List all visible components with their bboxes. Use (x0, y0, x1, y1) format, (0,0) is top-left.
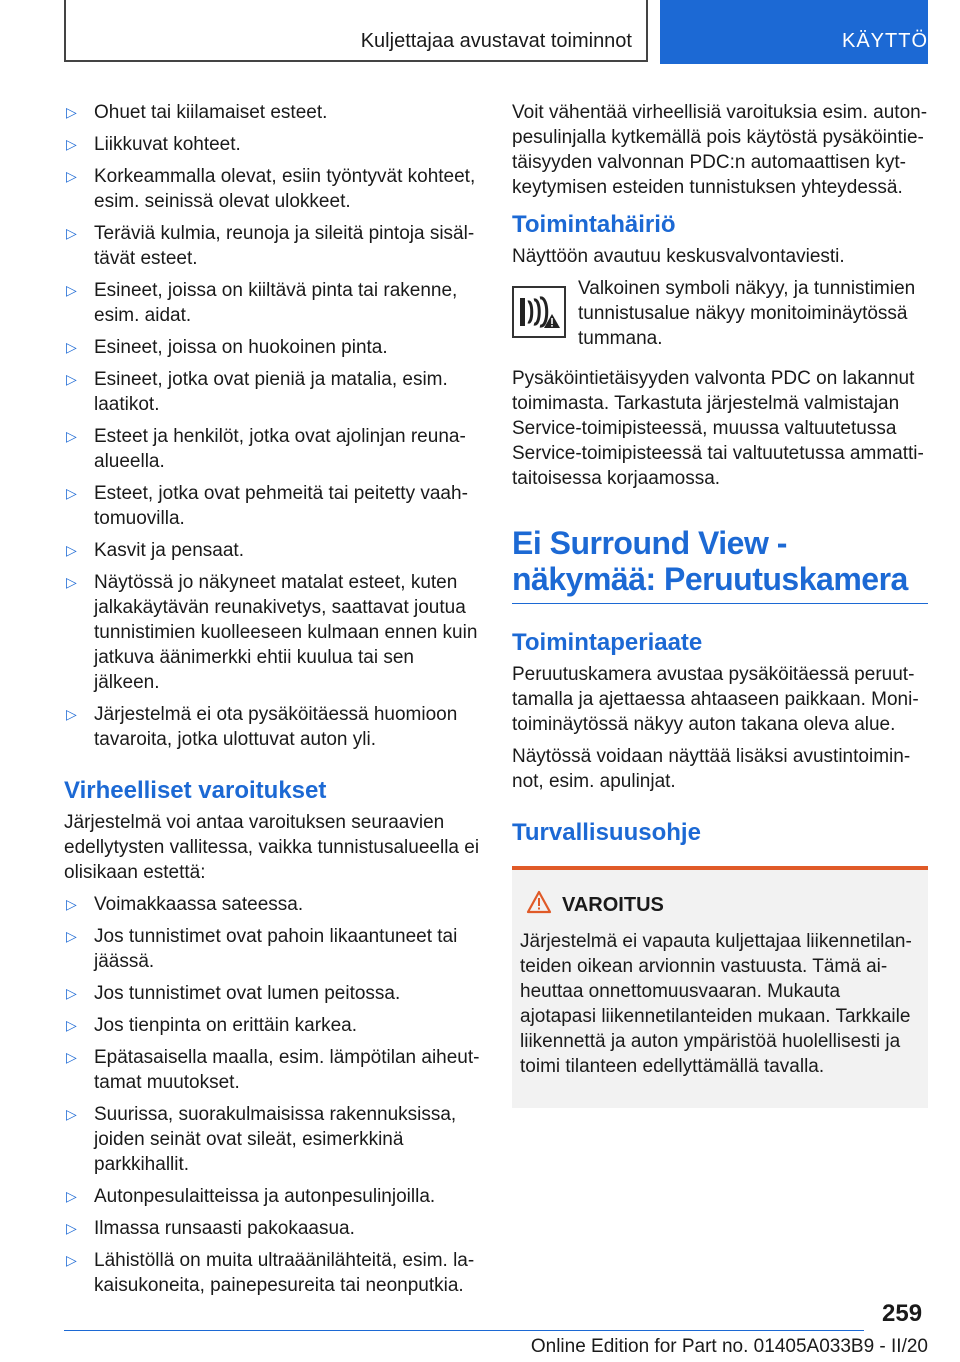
heading-false-warnings: Virheelliset varoitukset (64, 777, 327, 804)
warning-title: VAROITUS (562, 894, 664, 916)
list-item-text: Esteet ja henkilöt, jotka ovat ajolinjan reunaalueella. (94, 426, 466, 472)
list-item-text: Esineet, joissa on huokoinen pinta. (94, 337, 388, 358)
bullet-triangle-icon: ▷ (66, 1188, 77, 1204)
list-item (64, 335, 484, 360)
malfunction-text: Näyttöön avautuu keskusvalvontaviesti. (512, 246, 845, 267)
heading-safety: Turvallisuusohje (512, 819, 701, 846)
bullet-triangle-icon: ▷ (66, 574, 77, 590)
list-item (64, 924, 484, 974)
list-item (64, 100, 484, 125)
warning-header (526, 890, 920, 921)
list-item (64, 481, 484, 531)
list-item-text: Korkeammalla olevat, esiin työntyvät kohteet, esim. seinissä olevat ulokkeet. (94, 166, 476, 212)
bullet-triangle-icon: ▷ (66, 225, 77, 241)
list-item-text: Näytössä jo näkyneet matalat esteet, kuten jalkakäytävän reunakivetys, saattavat joutua tunnistimien kuolleeseen kulmaan ennen kuin jatkuva äänimerkki ehtii kuulua tai sen jälkeen. (94, 572, 478, 693)
list-item-text: Jos tienpinta on erittäin karkea. (94, 1015, 357, 1036)
bullet-triangle-icon: ▷ (66, 282, 77, 298)
chapter-tab[interactable] (660, 0, 928, 64)
bullet-triangle-icon: ▷ (66, 706, 77, 722)
bullet-triangle-icon: ▷ (66, 168, 77, 184)
list-item (64, 981, 484, 1006)
list-item (64, 132, 484, 157)
symbol-description: Valkoinen symboli näkyy, ja tunnistimien tunnistusalue näkyy monitoiminäytössä tummana. (578, 278, 916, 349)
list-item (64, 1248, 484, 1298)
list-item-text: Esteet, jotka ovat pehmeitä tai peitetty vaahtomuovilla. (94, 483, 468, 529)
heading-principle: Toimintaperiaate (512, 629, 703, 656)
list-item (64, 164, 484, 214)
heading-rear-camera: Ei Surround View -näkymää: Peruutuskamera (512, 525, 928, 604)
list-item (64, 278, 484, 328)
limits-list (64, 100, 484, 752)
list-item (64, 1216, 484, 1241)
pdc-fault-symbol-icon (512, 286, 566, 338)
list-item-text: Esineet, joissa on kiiltävä pinta tai rakenne, esim. aidat. (94, 280, 458, 326)
bullet-triangle-icon: ▷ (66, 136, 77, 152)
bullet-triangle-icon: ▷ (66, 542, 77, 558)
list-item (64, 1102, 484, 1177)
list-item (64, 702, 484, 752)
list-item-text: Ilmassa runsaasti pakokaasua. (94, 1218, 355, 1239)
list-item-text: Jos tunnistimet ovat pahoin likaantuneet tai jäässä. (94, 926, 458, 972)
bullet-triangle-icon: ▷ (66, 985, 77, 1001)
list-item (64, 1013, 484, 1038)
bullet-triangle-icon: ▷ (66, 339, 77, 355)
list-item-text: Kasvit ja pensaat. (94, 540, 244, 561)
bullet-triangle-icon: ▷ (66, 896, 77, 912)
bullet-triangle-icon: ▷ (66, 104, 77, 120)
list-item-text: Suurissa, suorakulmaisissa rakennuksissa, joiden seinät ovat sileät, esimerkkinä parkkihallit. (94, 1104, 457, 1175)
bullet-triangle-icon: ▷ (66, 371, 77, 387)
section-title: Kuljettajaa avustavat toiminnot (360, 30, 632, 52)
list-item-text: Teräviä kulmia, reunoja ja sileitä pintoja sisältävät esteet. (94, 223, 475, 269)
list-item (64, 1184, 484, 1209)
bullet-triangle-icon: ▷ (66, 1017, 77, 1033)
list-item-text: Järjestelmä ei ota pysäköitäessä huomioon tavaroita, jotka ulottuvat auton yli. (94, 704, 458, 750)
warning-box (512, 866, 928, 1108)
heading-malfunction: Toimintahäiriö (512, 211, 676, 238)
bullet-triangle-icon: ▷ (66, 1106, 77, 1122)
bullet-triangle-icon: ▷ (66, 1252, 77, 1268)
list-item-text: Autonpesulaitteissa ja autonpesulinjoilla. (94, 1186, 436, 1207)
list-item-text: Epätasaisella maalla, esim. lämpötilan aiheuttamat muutokset. (94, 1047, 480, 1093)
list-item-text: Lähistöllä on muita ultraäänilähteitä, esim. lakaisukoneita, painepesureita tai neonputkia. (94, 1250, 475, 1296)
symbol-row (512, 276, 928, 356)
false-warnings-intro: Järjestelmä voi antaa varoituksen seuraavien edellytysten vallitessa, vaikka tunnistusalueella ei olisikaan estettä: (64, 812, 480, 883)
list-item-text: Liikkuvat kohteet. (94, 134, 241, 155)
list-item (64, 367, 484, 417)
list-item (64, 221, 484, 271)
list-item (64, 1045, 484, 1095)
list-item (64, 570, 484, 695)
warning-triangle-icon (526, 890, 552, 921)
list-item-text: Ohuet tai kiilamaiset esteet. (94, 102, 328, 123)
bullet-triangle-icon: ▷ (66, 1049, 77, 1065)
list-item (64, 424, 484, 474)
page-header (64, 0, 928, 64)
list-item-text: Jos tunnistimet ovat lumen peitossa. (94, 983, 401, 1004)
warning-text: Järjestelmä ei vapauta kuljettajaa liikennetilanteiden oikean arvionnin vastuusta. Tämä aiheuttaa onnettomuusvaaran. Mukauta ajotapasi liikennetilanteiden mukaan. Tarkkaile liikennettä ja auton ympäristöä huolellisesti ja toimi tilanteen edellyttämällä tavalla. (520, 931, 912, 1077)
bullet-triangle-icon: ▷ (66, 485, 77, 501)
list-item-text: Voimakkaassa sateessa. (94, 894, 304, 915)
chapter-tab-label: KÄYTTÖ (841, 30, 928, 52)
reduce-warnings-text: Voit vähentää virheellisiä varoituksia esim. autonpesulinjalla kytkemällä pois käytöstä pysäköintietäisyyden valvonnan PDC:n automaattisen kytkeytymisen esteiden tunnistuksen yhteydessä. (512, 102, 928, 198)
page-number: 259 (882, 1300, 923, 1327)
list-item (64, 538, 484, 563)
system-failed-text: Pysäköintietäisyyden valvonta PDC on lakannut toimimasta. Tarkastuta järjestelmä valmistajan Service-toimipisteessä, muussa valtuutetussa Service-toimipisteessä tai valtuutetussa ammattitaitoisessa korjaamossa. (512, 368, 924, 489)
principle-text-2: Näytössä voidaan näyttää lisäksi avustintoiminnot, esim. apulinjat. (512, 746, 911, 792)
bullet-triangle-icon: ▷ (66, 1220, 77, 1236)
footer-edition: Online Edition for Part no. 01405A033B9 - II/20 (530, 1336, 928, 1357)
list-item-text: Esineet, jotka ovat pieniä ja matalia, esim. laatikot. (94, 369, 448, 415)
right-column (512, 100, 928, 1108)
left-column (64, 100, 484, 1305)
list-item (64, 892, 484, 917)
principle-text-1: Peruutuskamera avustaa pysäköitäessä peruuttamalla ja ajettaessa ahtaaseen paikkaan. Monitoiminäytössä näkyy auton takana oleva alue. (512, 664, 919, 735)
section-header-box (64, 0, 648, 62)
false-warnings-list (64, 892, 484, 1298)
footer-rule (64, 1330, 864, 1331)
bullet-triangle-icon: ▷ (66, 928, 77, 944)
bullet-triangle-icon: ▷ (66, 428, 77, 444)
